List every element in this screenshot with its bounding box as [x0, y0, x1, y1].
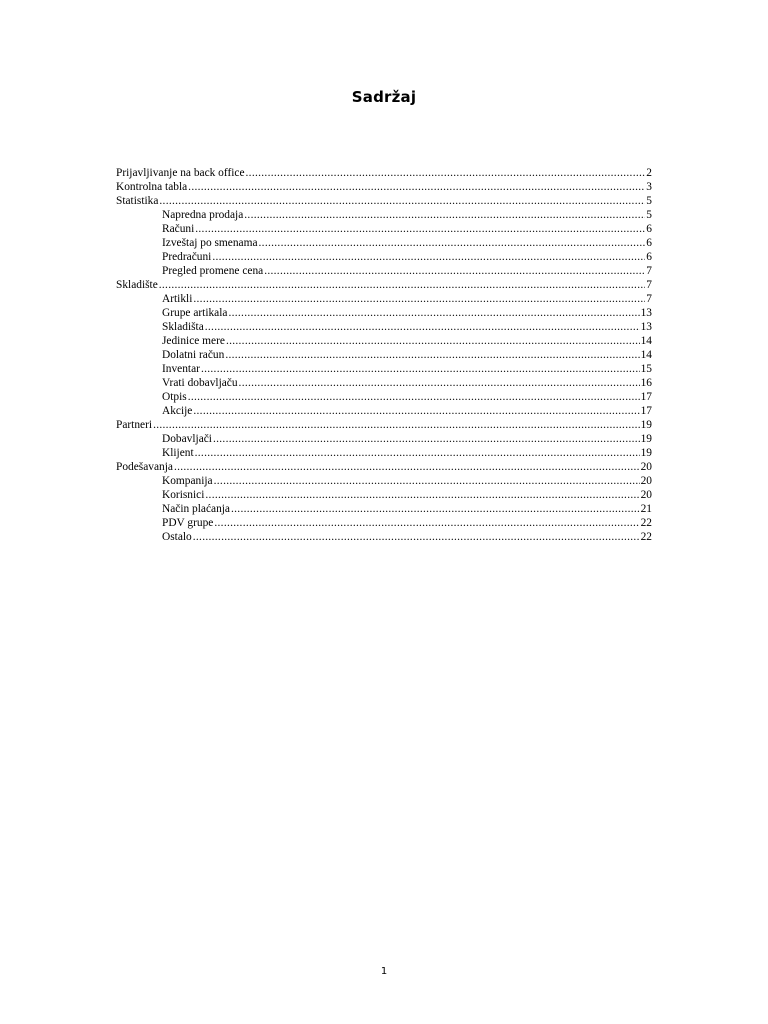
toc-dot-leader: [244, 208, 645, 222]
toc-entry-page: 13: [640, 307, 652, 319]
toc-entry-label: Klijent: [162, 447, 194, 459]
toc-subsection-entry[interactable]: [116, 446, 652, 460]
toc-subsection-entry[interactable]: [116, 320, 652, 334]
toc-subsection-entry[interactable]: [116, 264, 652, 278]
toc-entry-label: Predračuni: [162, 251, 212, 263]
toc-subsection-entry[interactable]: [116, 292, 652, 306]
table-of-contents: [116, 166, 652, 544]
toc-subsection-entry[interactable]: [116, 222, 652, 236]
toc-subsection-entry[interactable]: [116, 236, 652, 250]
toc-entry-label: Pregled promene cena: [162, 265, 264, 277]
toc-entry-page: 17: [640, 405, 652, 417]
toc-dot-leader: [193, 530, 640, 544]
toc-section-entry[interactable]: [116, 278, 652, 292]
toc-entry-page: 19: [640, 433, 652, 445]
toc-dot-leader: [226, 334, 640, 348]
toc-dot-leader: [228, 306, 639, 320]
toc-dot-leader: [195, 446, 640, 460]
toc-entry-page: 22: [640, 517, 652, 529]
toc-title: Sadržaj: [351, 88, 417, 106]
toc-entry-page: 5: [646, 209, 652, 221]
toc-dot-leader: [214, 516, 639, 530]
toc-subsection-entry[interactable]: [116, 208, 652, 222]
toc-entry-page: 7: [646, 279, 652, 291]
toc-entry-label: Grupe artikala: [162, 307, 228, 319]
toc-entry-label: Podešavanja: [116, 461, 173, 473]
toc-dot-leader: [264, 264, 645, 278]
page-number: 1: [380, 966, 388, 977]
toc-dot-leader: [239, 376, 640, 390]
toc-entry-label: Kompanija: [162, 475, 213, 487]
toc-subsection-entry[interactable]: [116, 348, 652, 362]
toc-section-entry[interactable]: [116, 418, 652, 432]
toc-dot-leader: [174, 460, 640, 474]
toc-dot-leader: [195, 222, 645, 236]
toc-entry-label: PDV grupe: [162, 517, 214, 529]
toc-entry-page: 20: [640, 461, 652, 473]
toc-entry-label: Artikli: [162, 293, 193, 305]
toc-entry-label: Skladišta: [162, 321, 204, 333]
toc-section-entry[interactable]: [116, 180, 652, 194]
toc-entry-page: 7: [646, 293, 652, 305]
toc-dot-leader: [188, 180, 645, 194]
toc-entry-label: Otpis: [162, 391, 187, 403]
toc-dot-leader: [213, 432, 640, 446]
toc-entry-page: 6: [646, 223, 652, 235]
toc-subsection-entry[interactable]: [116, 404, 652, 418]
toc-dot-leader: [201, 362, 640, 376]
toc-entry-label: Korisnici: [162, 489, 205, 501]
toc-entry-page: 14: [640, 335, 652, 347]
toc-entry-label: Inventar: [162, 363, 200, 375]
toc-entry-page: 14: [640, 349, 652, 361]
toc-dot-leader: [212, 250, 645, 264]
toc-entry-label: Dolatni račun: [162, 349, 225, 361]
toc-dot-leader: [159, 194, 645, 208]
toc-entry-label: Vrati dobavljaču: [162, 377, 238, 389]
toc-subsection-entry[interactable]: [116, 306, 652, 320]
toc-subsection-entry[interactable]: [116, 250, 652, 264]
toc-dot-leader: [159, 278, 646, 292]
toc-subsection-entry[interactable]: [116, 432, 652, 446]
toc-entry-label: Računi: [162, 223, 195, 235]
toc-subsection-entry[interactable]: [116, 376, 652, 390]
toc-dot-leader: [205, 320, 640, 334]
toc-entry-page: 3: [646, 181, 652, 193]
toc-dot-leader: [259, 236, 646, 250]
toc-dot-leader: [193, 404, 639, 418]
toc-dot-leader: [225, 348, 639, 362]
toc-entry-page: 16: [640, 377, 652, 389]
toc-dot-leader: [205, 488, 639, 502]
toc-dot-leader: [193, 292, 645, 306]
toc-entry-page: 6: [646, 237, 652, 249]
toc-entry-label: Ostalo: [162, 531, 192, 543]
toc-subsection-entry[interactable]: [116, 390, 652, 404]
toc-entry-label: Način plaćanja: [162, 503, 230, 515]
toc-entry-page: 20: [640, 475, 652, 487]
toc-dot-leader: [188, 390, 640, 404]
toc-subsection-entry[interactable]: [116, 502, 652, 516]
toc-dot-leader: [153, 418, 640, 432]
toc-entry-page: 19: [640, 447, 652, 459]
toc-entry-page: 22: [640, 531, 652, 543]
toc-section-entry[interactable]: [116, 166, 652, 180]
toc-entry-page: 17: [640, 391, 652, 403]
toc-subsection-entry[interactable]: [116, 334, 652, 348]
toc-subsection-entry[interactable]: [116, 530, 652, 544]
toc-entry-page: 21: [640, 503, 652, 515]
toc-section-entry[interactable]: [116, 194, 652, 208]
toc-entry-label: Akcije: [162, 405, 193, 417]
toc-dot-leader: [231, 502, 640, 516]
toc-section-entry[interactable]: [116, 460, 652, 474]
toc-dot-leader: [214, 474, 640, 488]
toc-entry-label: Kontrolna tabla: [116, 181, 188, 193]
toc-entry-label: Izveštaj po smenama: [162, 237, 258, 249]
toc-entry-label: Statistika: [116, 195, 159, 207]
toc-entry-page: 13: [640, 321, 652, 333]
toc-entry-page: 20: [640, 489, 652, 501]
toc-entry-label: Jedinice mere: [162, 335, 225, 347]
toc-entry-label: Dobavljači: [162, 433, 212, 445]
toc-dot-leader: [246, 166, 646, 180]
toc-subsection-entry[interactable]: [116, 516, 652, 530]
toc-entry-label: Prijavljivanje na back office: [116, 167, 245, 179]
toc-entry-page: 2: [646, 167, 652, 179]
toc-entry-page: 19: [640, 419, 652, 431]
toc-entry-label: Napredna prodaja: [162, 209, 244, 221]
toc-entry-page: 15: [640, 363, 652, 375]
toc-entry-page: 5: [646, 195, 652, 207]
toc-subsection-entry[interactable]: [116, 488, 652, 502]
toc-subsection-entry[interactable]: [116, 362, 652, 376]
toc-subsection-entry[interactable]: [116, 474, 652, 488]
toc-entry-page: 7: [646, 265, 652, 277]
toc-entry-label: Partneri: [116, 419, 153, 431]
toc-entry-page: 6: [646, 251, 652, 263]
toc-entry-label: Skladište: [116, 279, 158, 291]
